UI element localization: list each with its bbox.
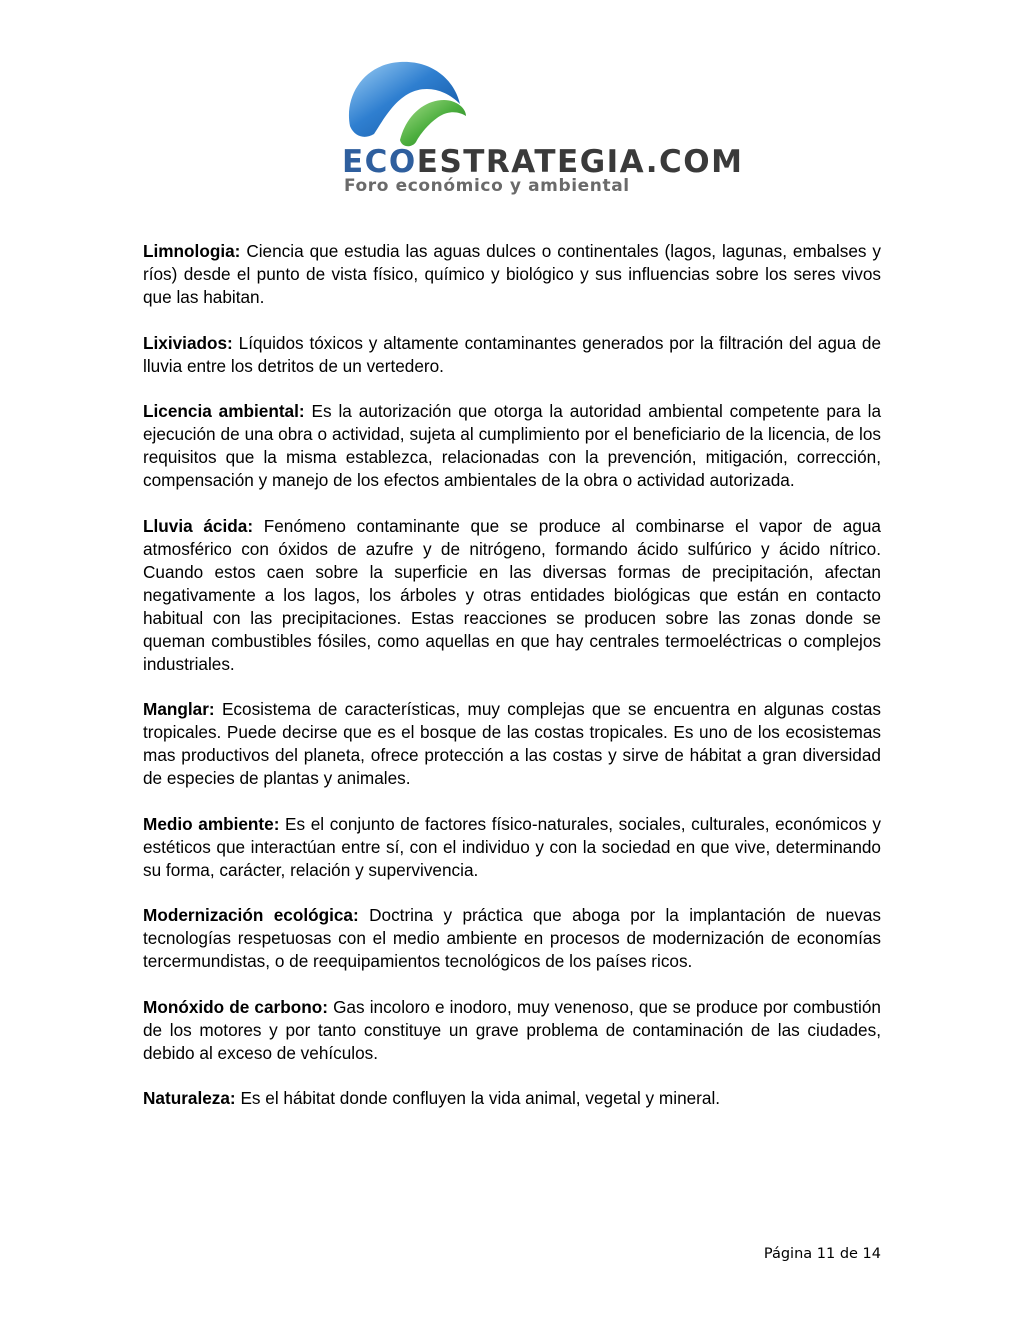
glossary-entry-manglar <box>143 698 881 790</box>
entry-term: Manglar: <box>143 699 215 719</box>
entry-term: Monóxido de carbono: <box>143 996 328 1017</box>
entry-definition: Es la autorización que otorga la autoridad ambiental competente para la ejecución de una obra o actividad, sujeta al cumplimiento por el beneficiario de la licencia, de los requisitos que la misma establezca, relacionadas con la prevención, mitigación, corrección, compensación y manejo de los efectos ambientales de la obra o actividad autorizada. <box>143 401 881 490</box>
glossary-entry-lluvia-acida <box>143 515 881 676</box>
glossary-entry-limnologia <box>143 240 881 309</box>
entry-definition: Es el hábitat donde confluyen la vida animal, vegetal y mineral. <box>240 1088 721 1108</box>
entry-definition: Ciencia que estudia las aguas dulces o continentales (lagos, lagunas, embalses y ríos) desde el punto de vista físico, químico y biológico y sus influencias sobre los seres vivos que las habitan. <box>143 241 882 307</box>
entry-definition: Fenómeno contaminante que se produce al combinarse el vapor de agua atmosférico con óxidos de azufre y de nitrógeno, formando ácido sulfúrico y ácido nítrico. Cuando estos caen sobre la superficie en las diversas formas de precipitación, afectan negativamente a los lagos, los árboles y otras entidades biológicas que están en contacto habitual con las precipitaciones. Estas reacciones se producen sobre las zonas donde se queman combustibles fósiles, como aquellas en que hay centrales termoeléctricas o complejos industriales. <box>143 515 881 674</box>
entry-term: Limnologia: <box>143 241 241 261</box>
entry-definition: Doctrina y práctica que aboga por la implantación de nuevas tecnologías respetuosas con el medio ambiente en procesos de modernización de economías tercermundistas, o de reequipamientos tecnológicos de los países ricos. <box>143 905 882 971</box>
glossary-entry-naturaleza <box>143 1087 881 1110</box>
logo-brand-text: ECOESTRATEGIA.COM <box>342 144 744 180</box>
glossary-entry-licencia-ambiental <box>143 400 881 492</box>
entry-term: Medio ambiente: <box>143 813 280 834</box>
glossary-entry-monoxido-de-carbono <box>143 996 881 1065</box>
glossary-entry-medio-ambiente <box>143 813 881 882</box>
entry-definition: Ecosistema de características, muy complejas que se encuentra en algunas costas tropicales. Puede decirse que es el bosque de las costas tropicales. Es uno de los ecosistemas mas productivos del planeta, ofrece protección a las costas y sirve de hábitat a gran diversidad de especies de plantas y animales. <box>143 699 881 788</box>
entry-term: Licencia ambiental: <box>143 401 305 421</box>
glossary-entries <box>143 240 881 1133</box>
glossary-entry-lixiviados <box>143 332 881 378</box>
entry-term: Naturaleza: <box>143 1088 236 1108</box>
entry-term: Lixiviados: <box>143 332 233 353</box>
page-number: Página 11 de 14 <box>763 1246 881 1262</box>
ecoestrategia-logo <box>338 52 744 202</box>
entry-term: Modernización ecológica: <box>143 905 359 925</box>
logo-tagline: Foro económico y ambiental <box>344 176 630 196</box>
entry-definition: Es el conjunto de factores físico-naturales, sociales, culturales, económicos y estéticos que interactúan entre sí, con el individuo y con la sociedad en que vive, determinando su forma, carácter, relación y supervivencia. <box>143 813 881 880</box>
entry-definition: Gas incoloro e inodoro, muy venenoso, que se produce por combustión de los motores y por tanto constituye un grave problema de contaminación de las ciudades, debido al exceso de vehículos. <box>143 996 881 1063</box>
glossary-entry-modernizacion-ecologica <box>143 904 881 973</box>
entry-term: Lluvia ácida: <box>143 515 254 536</box>
entry-definition: Líquidos tóxicos y altamente contaminantes generados por la filtración del agua de lluvia entre los detritos de un vertedero. <box>143 332 881 376</box>
logo-waves-icon <box>342 56 470 152</box>
